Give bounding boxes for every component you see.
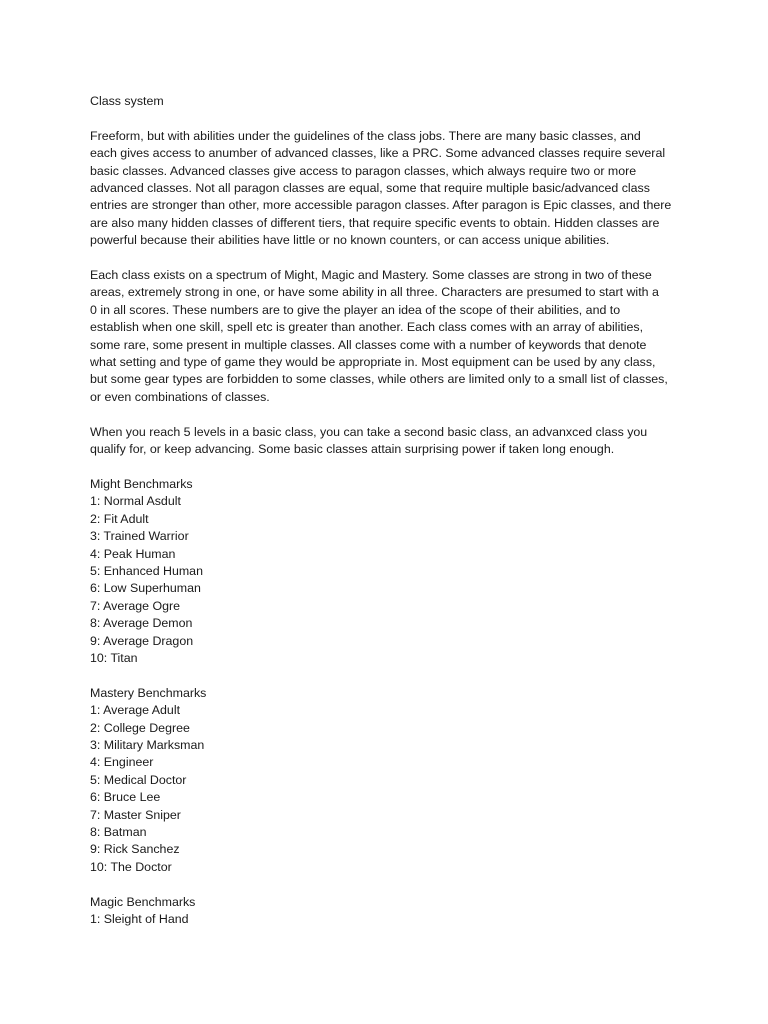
- list-item: 2: Fit Adult: [90, 511, 149, 526]
- list-item: 9: Average Dragon: [90, 633, 194, 648]
- list-item: 7: Average Ogre: [90, 598, 181, 613]
- paragraph-gap: [90, 406, 690, 423]
- paragraph-line: are also many hidden classes of different tiers, that require specific events to obtain. Hidden classes are: [90, 215, 660, 230]
- list-item: 8: Average Demon: [90, 616, 193, 631]
- magic-heading: Magic Benchmarks: [90, 894, 196, 909]
- magic-benchmarks: [90, 894, 690, 929]
- paragraph-line: Each class exists on a spectrum of Might, Magic and Mastery. Some classes are strong in two of these: [90, 268, 652, 283]
- list-item: 3: Trained Warrior: [90, 529, 189, 544]
- paragraph-gap: [90, 250, 690, 267]
- paragraph-line: or even combinations of classes.: [90, 389, 270, 404]
- list-item: 1: Average Adult: [90, 703, 181, 718]
- page-title: Class system: [90, 94, 164, 108]
- paragraph-line: powerful because their abilities have little or no known counters, or can access unique abilities.: [90, 233, 610, 248]
- list-item: 3: Military Marksman: [90, 737, 205, 752]
- might-benchmarks: [90, 476, 690, 667]
- paragraph-gap: [90, 667, 690, 684]
- mastery-benchmarks: [90, 685, 690, 876]
- spectrum-paragraph: [90, 267, 690, 406]
- paragraph-line: 0 in all scores. These numbers are to give the player an idea of the scope of their abilities, and to: [90, 302, 621, 317]
- paragraph-line: areas, extremely strong in one, or have some ability in all three. Characters are presumed to start with a: [90, 285, 659, 300]
- levels-paragraph: [90, 424, 690, 459]
- paragraph-line: qualify for, or keep advancing. Some basic classes attain surprising power if taken long enough.: [90, 442, 615, 457]
- list-item: 10: Titan: [90, 650, 138, 665]
- paragraph-line: Freeform, but with abilities under the guidelines of the class jobs. There are many basic classes, and: [90, 128, 641, 143]
- paragraph-line: but some gear types are forbidden to some classes, while others are limited only to a small list of classes,: [90, 372, 668, 387]
- intro-paragraph: [90, 128, 690, 250]
- list-item: 10: The Doctor: [90, 859, 172, 874]
- list-item: 7: Master Sniper: [90, 807, 181, 822]
- list-item: 1: Sleight of Hand: [90, 912, 189, 926]
- list-item: 4: Engineer: [90, 755, 154, 770]
- list-item: 6: Bruce Lee: [90, 790, 161, 805]
- paragraph-line: advanced classes. Not all paragon classes are equal, some that require multiple basic/advanced class: [90, 181, 650, 196]
- paragraph-line: entries are stronger than other, more accessible paragon classes. After paragon is Epic classes, and there: [90, 198, 672, 213]
- paragraph-gap: [90, 458, 690, 475]
- might-heading: Might Benchmarks: [90, 476, 193, 491]
- list-item: 5: Enhanced Human: [90, 563, 203, 578]
- list-item: 6: Low Superhuman: [90, 581, 201, 596]
- paragraph-line: each gives access to anumber of advanced classes, like a PRC. Some advanced classes require several: [90, 146, 666, 161]
- list-item: 9: Rick Sanchez: [90, 842, 180, 857]
- list-item: 1: Normal Asdult: [90, 494, 181, 509]
- document-page: [90, 93, 690, 928]
- list-item: 5: Medical Doctor: [90, 772, 187, 787]
- paragraph-line: some rare, some present in multiple classes. All classes come with a number of keywords that denote: [90, 337, 647, 352]
- mastery-heading: Mastery Benchmarks: [90, 685, 207, 700]
- list-item: 8: Batman: [90, 824, 147, 839]
- paragraph-line: what setting and type of game they would be appropriate in. Most equipment can be used by any class,: [90, 355, 656, 370]
- paragraph-line: When you reach 5 levels in a basic class, you can take a second basic class, an advanxced class you: [90, 424, 648, 439]
- list-item: 2: College Degree: [90, 720, 190, 735]
- paragraph-gap: [90, 110, 690, 127]
- paragraph-gap: [90, 876, 690, 893]
- list-item: 4: Peak Human: [90, 546, 176, 561]
- paragraph-line: basic classes. Advanced classes give access to paragon classes, which always require two or more: [90, 163, 637, 178]
- paragraph-line: establish when one skill, spell etc is greater than another. Each class comes with an array of abilities,: [90, 320, 644, 335]
